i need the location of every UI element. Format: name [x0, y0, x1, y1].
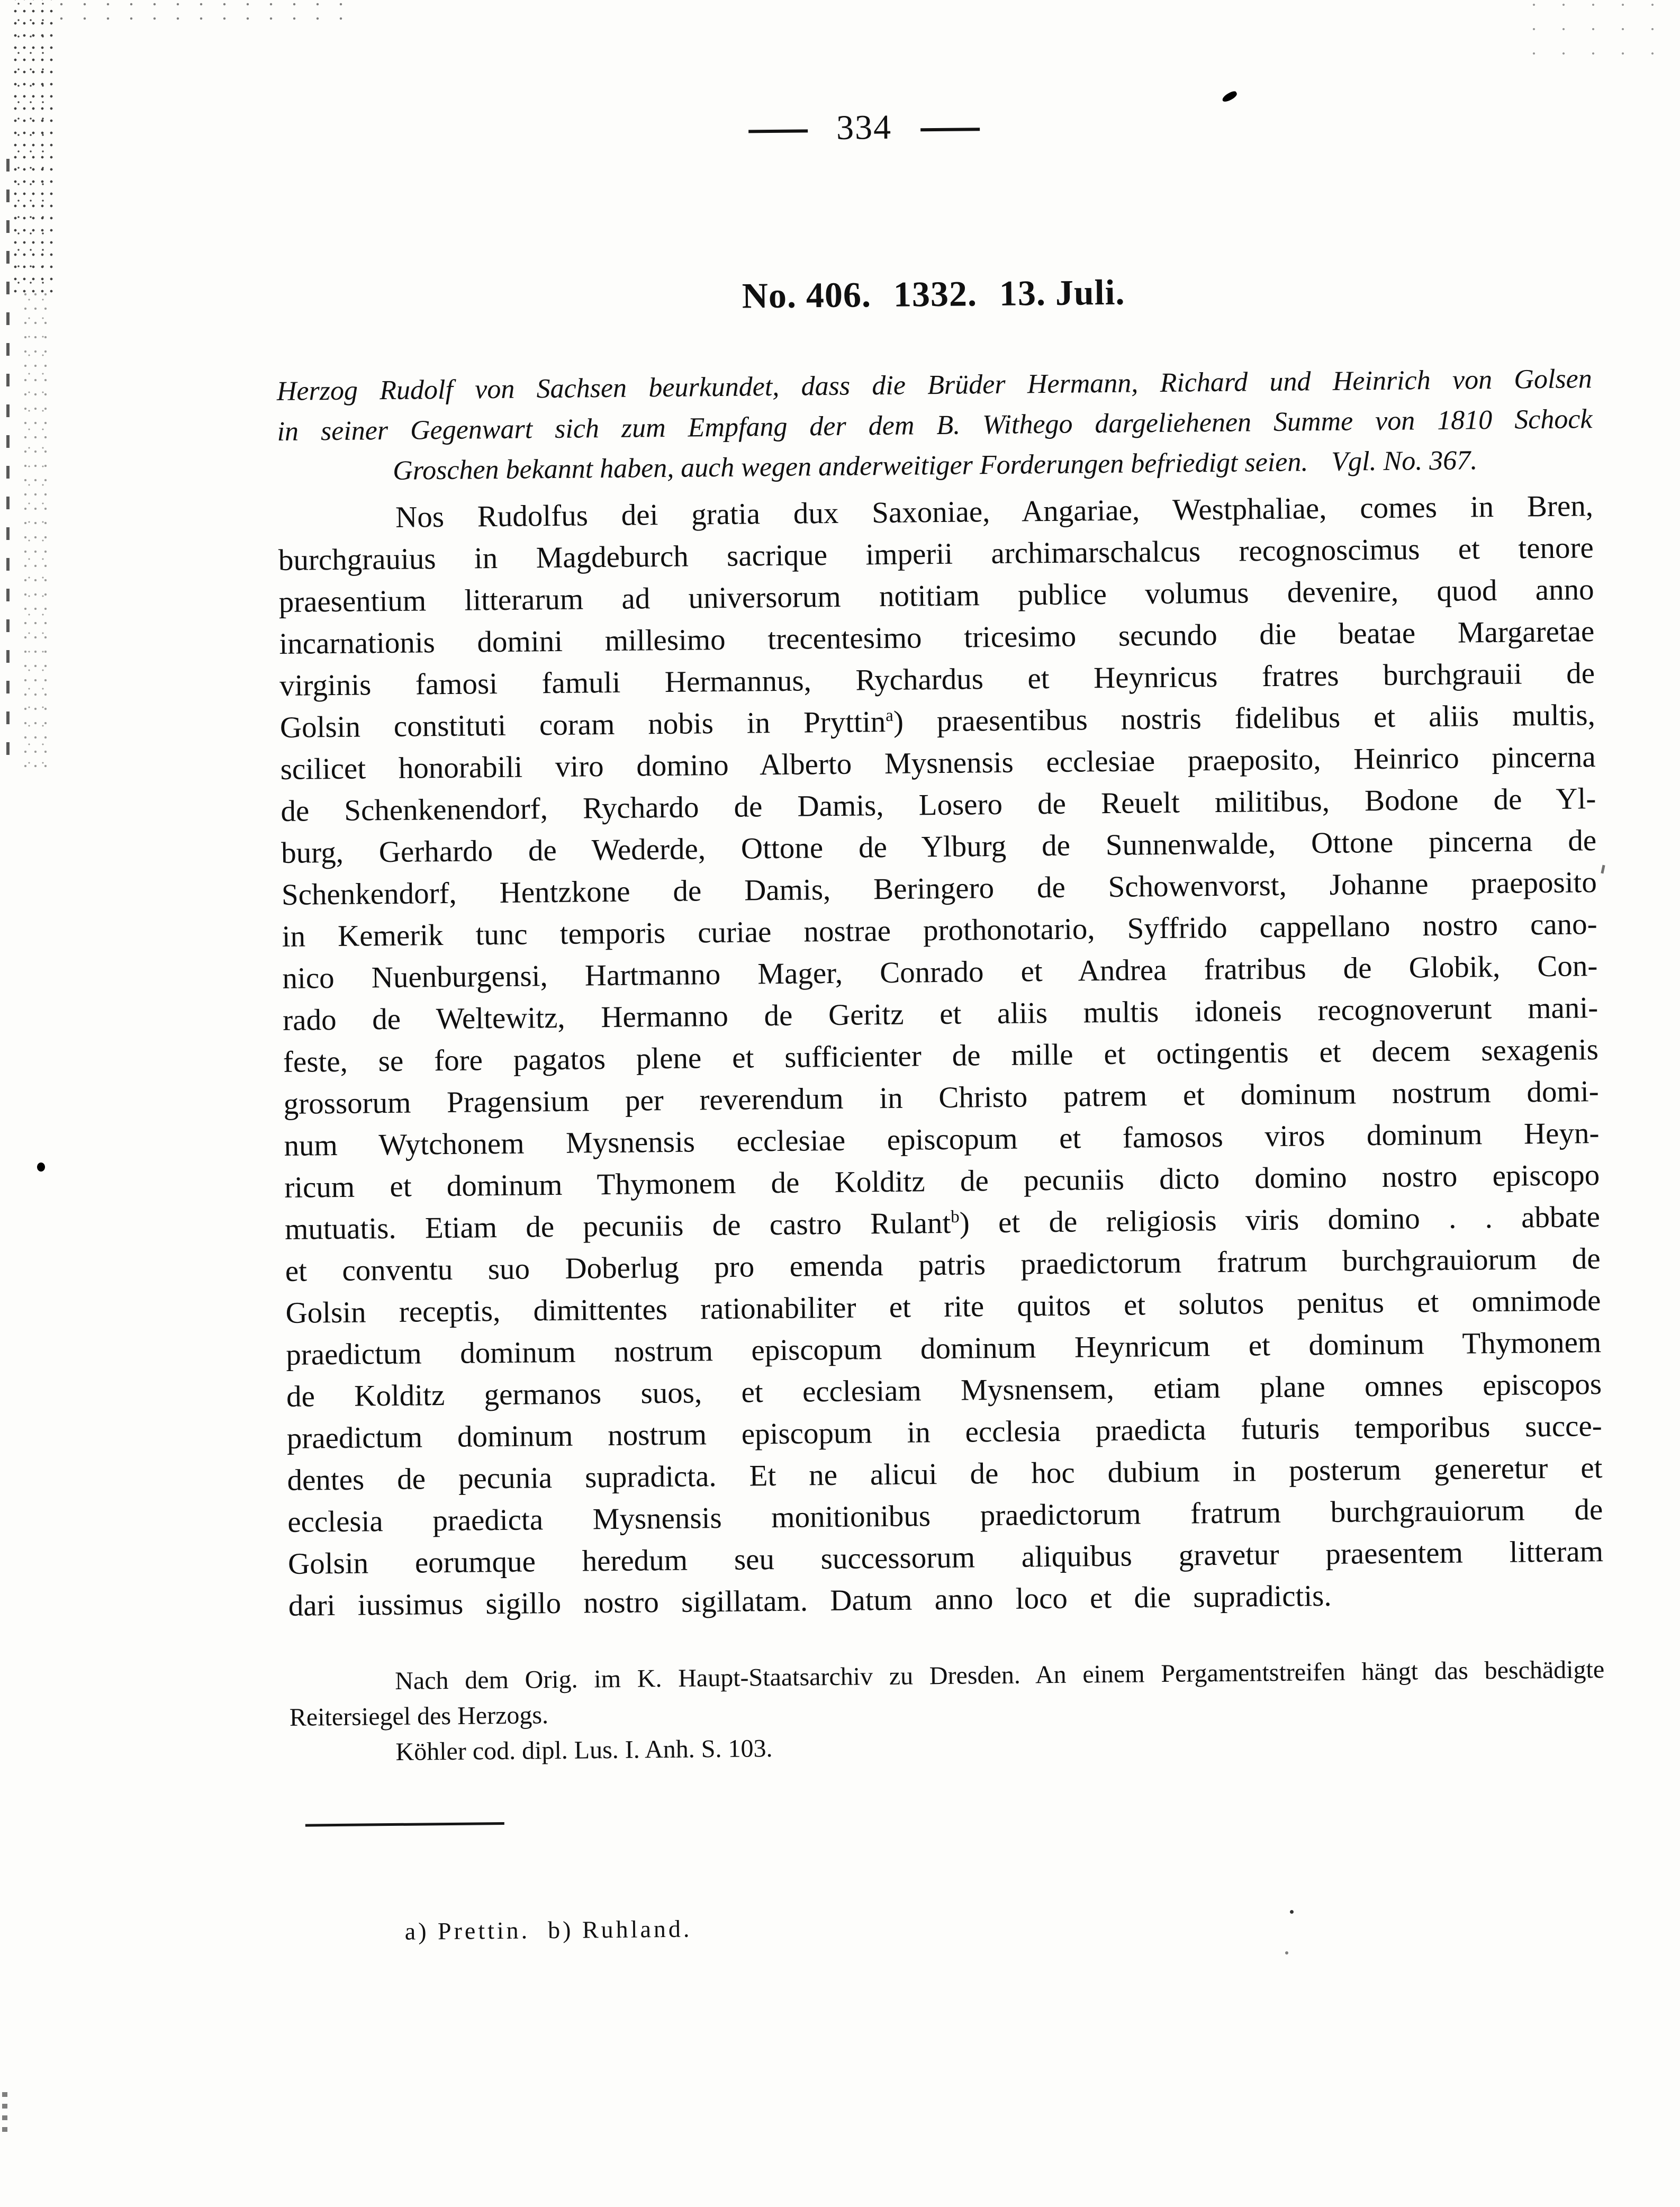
folio-rule-left [748, 129, 808, 133]
body-line: et conventu suo Doberlug pro emenda patris praedictorum fratrum burchgrauiorum de [285, 1242, 1601, 1288]
scan-artifact-speckle-band [14, 0, 54, 293]
cross-reference: Vgl. No. 367. [1331, 445, 1478, 477]
body-line: Schenkendorf, Hentzkone de Damis, Beringero de Schowenvorst, Johanne praeposito [281, 866, 1597, 912]
page-number: 334 [836, 107, 892, 147]
summary-line: in seiner Gegenwart sich zum Empfang der dem B. Withego dargeliehenen Summe von 1810 Schock [277, 404, 1593, 447]
body-line: incarnationis domini millesimo trecentesimo tricesimo secundo die beatae Margaretae [279, 615, 1595, 661]
citation-note: Köhler cod. dipl. Lus. I. Anh. S. 103. [395, 1734, 773, 1766]
page-content [273, 0, 1610, 2207]
source-note-line: Reitersiegel des Herzogs. [289, 1701, 549, 1732]
body-line: nico Nuenburgensi, Hartmanno Mager, Conrado et Andrea fratribus de Globik, Con- [282, 949, 1598, 995]
footnotes [405, 1915, 692, 1945]
body-line: ecclesia praedicta Mysnensis monitionibus praedictorum fratrum burchgrauiorum de [287, 1493, 1603, 1539]
footnote-a: a) Prettin. [404, 1916, 530, 1945]
charter-number: No. 406. [742, 274, 872, 316]
footnote-marker-a: a [885, 706, 893, 725]
scan-artifact-speckle-band [23, 291, 49, 778]
body-line: grossorum Pragensium per reverendum in Christo patrem et dominum nostrum domi- [283, 1075, 1599, 1121]
footnote-marker-b: b [950, 1207, 960, 1227]
scan-artifact-edge-line [6, 159, 10, 768]
body-line: num Wytchonem Mysnensis ecclesiae episcopum et famosos viros dominum Heyn- [284, 1116, 1600, 1163]
body-line: de Schenkenendorf, Rychardo de Damis, Losero de Reuelt militibus, Bodone de Yl- [281, 782, 1596, 828]
source-notes [289, 1652, 1605, 1771]
body-line: dari iussimus sigillo nostro sigillatam. Datum anno loco et die supradictis. [288, 1579, 1332, 1623]
body-line: ricum et dominum Thymonem de Kolditz de pecuniis dicto domino nostro episcopo [284, 1158, 1600, 1204]
body-line: burchgrauius in Magdeburch sacrique imperii archimarschalcus recognoscimus et tenore [278, 531, 1594, 577]
summary-paragraph [276, 359, 1593, 492]
body-line: burg, Gerhardo de Wederde, Ottone de Ylburg de Sunnenwalde, Ottone pincerna de [281, 824, 1597, 870]
body-line: in Kemerik tunc temporis curiae nostrae prothonotario, Syffrido cappellano nostro cano- [282, 907, 1597, 953]
body-line: de Kolditz germanos suos, et ecclesiam Mysnensem, etiam plane omnes episcopos [286, 1367, 1602, 1413]
body-line: mutuatis. Etiam de pecuniis de castro Rulant$^b$) et de religiosis viris domino . . abbate [284, 1200, 1601, 1246]
folio-header [206, 101, 1522, 154]
charter-date: 13. Juli. [999, 272, 1125, 313]
body-line: Golsin eorumque heredum seu successorum aliquibus gravetur praesentem litteram [287, 1535, 1604, 1581]
scan-artifact-ink-dot [37, 1163, 45, 1172]
body-line: feste, se fore pagatos plene et sufficienter de mille et octingentis et decem sexagenis [283, 1033, 1599, 1079]
summary-line: Herzog Rudolf von Sachsen beurkundet, dass die Brüder Hermann, Richard und Heinrich von Golsen [276, 364, 1592, 407]
body-line: Golsin receptis, dimittentes rationabiliter et rite quitos et solutos penitus et omnimode [285, 1284, 1601, 1330]
body-line: scilicet honorabili viro domino Alberto Mysnensis ecclesiae praeposito, Heinrico pincerna [280, 740, 1596, 786]
footnote-b: b) Ruhland. [547, 1915, 692, 1944]
charter-year: 1332. [893, 273, 978, 314]
source-note-line: Nach dem Orig. im K. Haupt-Staatsarchiv zu Dresden. An einem Pergamentstreifen hängt das beschädigte [394, 1655, 1605, 1695]
body-line: virginis famosi famuli Hermannus, Rychardus et Heynricus fratres burchgrauii de [279, 656, 1595, 702]
body-line: praesentium litterarum ad universorum notitiam publice volumus devenire, quod anno [278, 573, 1594, 619]
scan-artifact-ink-dot [1601, 865, 1605, 874]
body-line: praedictum dominum nostrum episcopum in ecclesia praedicta futuris temporibus succe- [286, 1409, 1603, 1455]
body-line: praedictum dominum nostrum episcopum dominum Heynricum et dominum Thymonem [285, 1326, 1602, 1372]
body-line: rado de Weltewitz, Hermanno de Geritz et aliis multis idoneis recognoverunt mani- [282, 991, 1598, 1037]
footnote-separator [305, 1822, 504, 1827]
scan-artifact-edge-line [2, 2092, 7, 2134]
body-line: dentes de pecunia supradicta. Et ne alicui de hoc dubium in posterum generetur et [287, 1451, 1603, 1497]
body-line: Golsin constituti coram nobis in Pryttin$^a$) praesentibus nostris fidelibus et aliis multis, [279, 698, 1596, 744]
folio-rule-right [920, 128, 980, 131]
summary-line: Groschen bekannt haben, auch wegen anderweitiger Forderungen befriedigt seien. Vgl. No. 367. [392, 445, 1478, 486]
body-paragraph [278, 485, 1604, 1627]
document-heading [276, 267, 1592, 321]
body-line: Nos Rudolfus dei gratia dux Saxoniae, Angariae, Westphaliae, comes in Bren, [395, 489, 1594, 534]
